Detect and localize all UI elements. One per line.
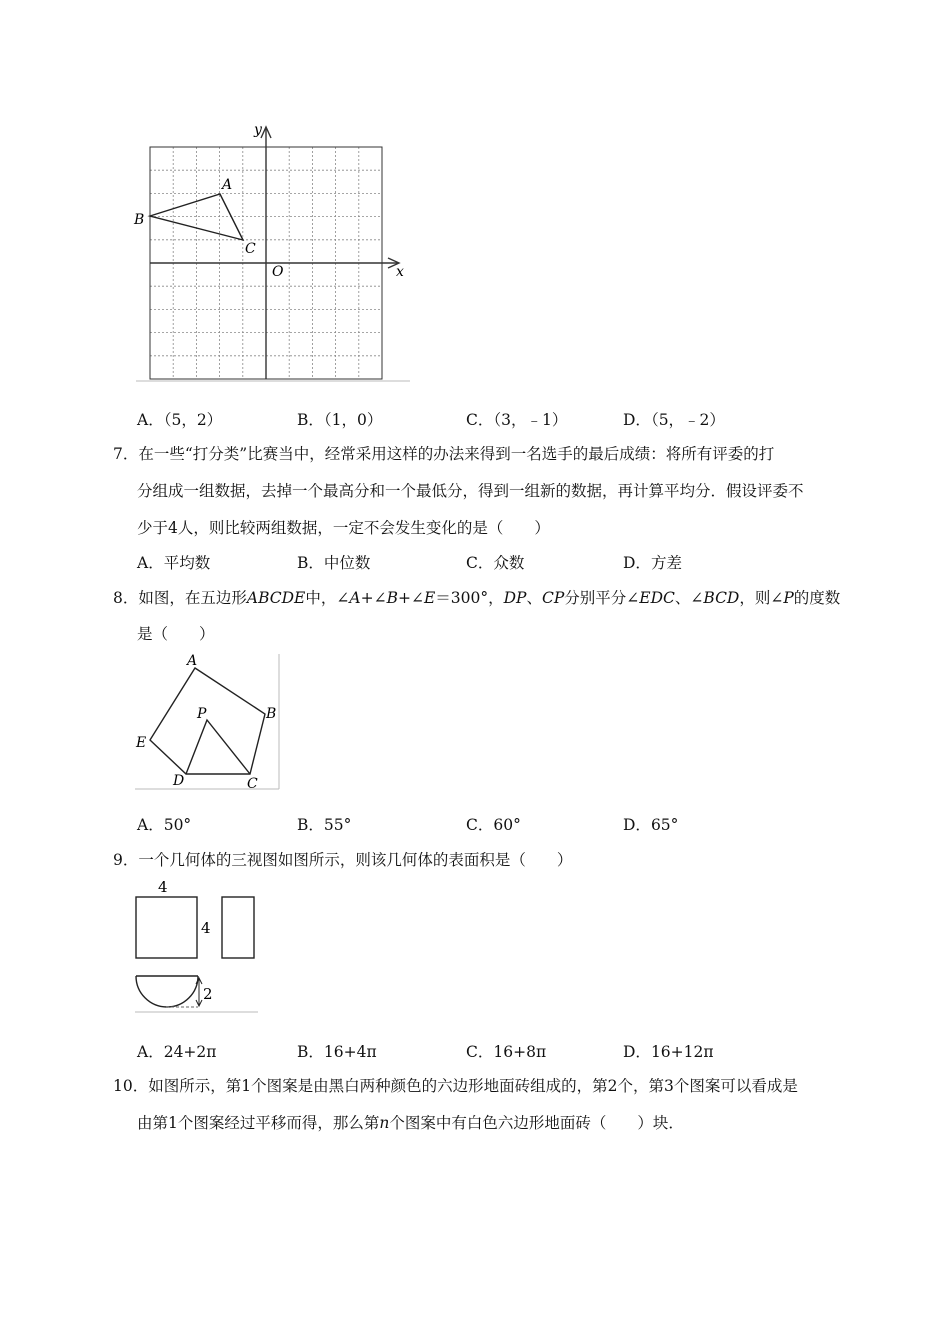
front-view [136, 897, 197, 958]
q8-option-c[interactable]: C．60° [466, 816, 521, 834]
point-b-label: B [134, 212, 145, 228]
q9-option-c[interactable]: C．16+8π [466, 1043, 547, 1061]
pentagon-label-b: B [266, 706, 277, 722]
q6-option-b[interactable]: B．（1，0） [297, 411, 383, 429]
origin-label: O [272, 264, 284, 280]
q9-line-1: 9．一个几何体的三视图如图所示，则该几何体的表面积是（ ） [113, 851, 573, 869]
view-height-label: 4 [201, 919, 211, 937]
q10-line-1: 10．如图所示，第1个图案是由黑白两种颜色的六边形地面砖组成的，第2个，第3个图案可以看成是 [113, 1077, 798, 1095]
pentagon-label-a: A [187, 653, 198, 669]
q7-option-d[interactable]: D．方差 [623, 554, 682, 572]
q9-option-d[interactable]: D．16+12π [623, 1043, 714, 1061]
q7-option-c[interactable]: C．众数 [466, 554, 525, 572]
q7-line-3: 少于4人，则比较两组数据，一定不会发生变化的是（ ） [137, 519, 550, 537]
side-view [222, 897, 254, 958]
q7-line-1: 7．在一些“打分类”比赛当中，经常采用这样的办法来得到一名选手的最后成绩：将所有评委的打 [113, 445, 775, 463]
point-a-label: A [222, 177, 233, 193]
coordinate-grid-figure [130, 118, 415, 388]
q8-line-1: 8．如图，在五边形ABCDE中，∠A+∠B+∠E＝300°，DP、CP分别平分∠EDC、∠BCD，则∠P的度数 [113, 589, 841, 607]
q8-option-a[interactable]: A．50° [137, 816, 192, 834]
pentagon-label-p: P [197, 706, 207, 722]
q9-option-a[interactable]: A．24+2π [137, 1043, 217, 1061]
q7-option-a[interactable]: A．平均数 [137, 554, 211, 572]
q9-option-b[interactable]: B．16+4π [297, 1043, 377, 1061]
q9-number: 9． [113, 851, 139, 869]
x-axis-label: x [396, 264, 404, 280]
q10-line-2: 由第1个图案经过平移而得，那么第n个图案中有白色六边形地面砖（ ）块． [137, 1114, 684, 1132]
top-view-semicircle [136, 976, 198, 1007]
q6-option-c[interactable]: C．（3，﹣1） [466, 411, 568, 429]
q8-number: 8． [113, 589, 139, 607]
pentagon-label-e: E [136, 735, 147, 751]
q8-option-b[interactable]: B．55° [297, 816, 352, 834]
q6-option-a[interactable]: A．（5，2） [137, 411, 223, 429]
q8-option-d[interactable]: D．65° [623, 816, 679, 834]
y-axis-label: y [254, 122, 262, 138]
point-c-label: C [245, 241, 256, 257]
view-width-label: 4 [158, 878, 168, 896]
q6-option-d[interactable]: D．（5，﹣2） [623, 411, 725, 429]
q7-number: 7． [113, 445, 139, 463]
three-view-figure [130, 876, 265, 1016]
pentagon-label-c: C [247, 776, 258, 792]
q7-line-2: 分组成一组数据，去掉一个最高分和一个最低分，得到一组新的数据，再计算平均分．假设评委不 [137, 482, 804, 500]
pentagon-figure [130, 650, 285, 795]
q8-line-2: 是（ ） [137, 625, 215, 643]
pentagon-label-d: D [173, 773, 185, 789]
bisector-lines [186, 720, 250, 774]
q10-number: 10． [113, 1077, 149, 1095]
q7-option-b[interactable]: B．中位数 [297, 554, 371, 572]
view-depth-label: 2 [203, 985, 213, 1003]
